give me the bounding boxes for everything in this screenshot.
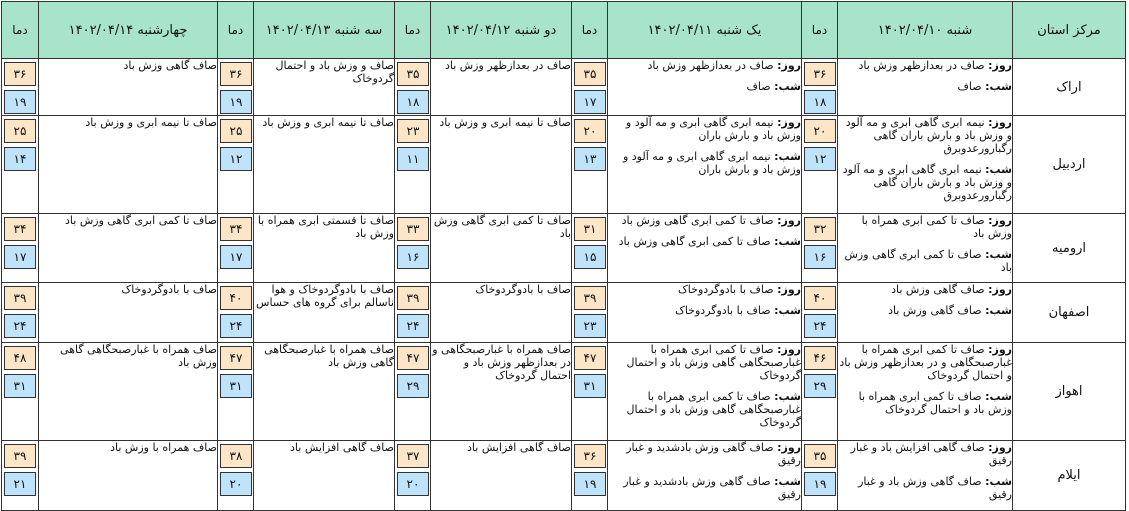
day-label: روز: (988, 441, 1012, 454)
min-temp: ۱۹ (804, 472, 836, 496)
day-label: روز: (777, 214, 801, 227)
max-temp: ۳۴ (220, 217, 252, 241)
day-night-forecast (838, 214, 1013, 283)
day-text: صاف گاهی وزش بادشدید و غبار رقیق (626, 441, 801, 467)
night-forecast (608, 235, 801, 248)
day-text: صاف در بعدازظهر وزش باد (858, 59, 985, 72)
min-temp: ۱۹ (574, 472, 606, 496)
max-temp: ۴۷ (397, 346, 429, 370)
day-night-forecast (608, 59, 802, 116)
day-label: روز: (777, 59, 801, 72)
min-temp: ۱۸ (397, 90, 429, 114)
max-temp: ۴۰ (804, 286, 836, 310)
min-temp: ۱۳ (574, 147, 606, 171)
day-label: روز: (777, 343, 801, 356)
night-text: صاف با بادوگردوخاک (674, 304, 771, 317)
forecast-text: صاف تا قسمتی ابری همراه با وزش باد (254, 214, 395, 283)
min-temp: ۱۶ (804, 245, 836, 269)
forecast-text: صاف گاهی افزایش باد (431, 441, 572, 511)
day-label: روز: (988, 283, 1012, 296)
city-name: ایلام (1013, 441, 1126, 511)
day-night-forecast (608, 214, 802, 283)
max-temp: ۴۷ (220, 346, 252, 370)
day-text: صاف گاهی افزایش باد و غبار رقیق (850, 441, 1012, 467)
night-text: صاف تا کمی ابری گاهی وزش باد (618, 235, 771, 248)
night-label: شب: (774, 390, 801, 403)
min-temp: ۱۷ (4, 245, 36, 269)
temp-cell (218, 116, 254, 214)
night-forecast (608, 80, 801, 93)
temp-cell (395, 214, 431, 283)
day-forecast (608, 283, 801, 296)
min-temp: ۲۰ (397, 472, 429, 496)
max-temp: ۳۶ (220, 62, 252, 86)
forecast-text: صاف با بادوگردوخاک (39, 283, 218, 343)
night-text: صاف تا کمی ابری گاهی وزش باد (844, 248, 1012, 274)
city-name: ارومیه (1013, 214, 1126, 283)
day-night-forecast (838, 59, 1013, 116)
city-row (2, 116, 1126, 214)
temp-cell (2, 343, 39, 441)
forecast-text: صاف تا نیمه ابری و وزش باد (39, 116, 218, 214)
day-text: صاف تا کمی ابری همراه با غبارصبحگاهی گاهی وزش باد و احتمال گردوخاک (626, 343, 801, 382)
day-text: صاف تا کمی ابری گاهی وزش باد (621, 214, 774, 227)
max-temp: ۳۶ (804, 62, 836, 86)
day-forecast (608, 343, 801, 382)
day-night-forecast (838, 116, 1013, 214)
day-label: روز: (988, 59, 1012, 72)
temp-cell (802, 59, 838, 116)
temp-cell (2, 441, 39, 511)
day-text: صاف تا کمی ابری همراه با وزش باد (861, 214, 1012, 240)
temp-cell (572, 441, 608, 511)
day-forecast (838, 283, 1012, 296)
temp-cell (395, 283, 431, 343)
max-temp: ۲۵ (4, 119, 36, 143)
forecast-text: صاف تا کمی ابری گاهی وزش باد (39, 214, 218, 283)
day-night-forecast (608, 116, 802, 214)
day-text: نیمه ابری گاهی ابری و مه آلود و وزش باد و بارش باران گاهی رگبارورعدوبرق (845, 116, 1012, 155)
temp-cell (395, 59, 431, 116)
night-label: شب: (774, 235, 801, 248)
max-temp: ۳۵ (397, 62, 429, 86)
max-temp: ۳۶ (4, 62, 36, 86)
max-temp: ۳۹ (574, 286, 606, 310)
forecast-text: صاف با بادوگردوخاک و هوا ناسالم برای گروه های حساس (254, 283, 395, 343)
night-forecast (838, 248, 1012, 274)
min-temp: ۲۴ (397, 314, 429, 338)
max-temp: ۳۸ (220, 444, 252, 468)
night-label: شب: (985, 475, 1012, 488)
day-header: شنبه ۱۴۰۲/۰۴/۱۰ (838, 2, 1013, 59)
max-temp: ۳۴ (4, 217, 36, 241)
header-row (2, 2, 1126, 59)
max-temp: ۳۲ (804, 217, 836, 241)
night-label: شب: (985, 304, 1012, 317)
forecast-text: صاف در بعدازظهر وزش باد (431, 59, 572, 116)
day-label: روز: (988, 116, 1012, 129)
temp-cell (2, 59, 39, 116)
night-label: شب: (985, 163, 1012, 176)
min-temp: ۱۸ (804, 90, 836, 114)
forecast-text: صاف تا نیمه ابری و وزش باد (431, 116, 572, 214)
temp-cell (802, 214, 838, 283)
day-night-forecast (838, 343, 1013, 441)
night-label: شب: (985, 390, 1012, 403)
min-temp: ۲۱ (4, 472, 36, 496)
day-forecast (838, 116, 1012, 155)
day-label: روز: (777, 116, 801, 129)
min-temp: ۱۷ (220, 245, 252, 269)
temp-cell (802, 441, 838, 511)
day-forecast (838, 343, 1012, 382)
night-text: صاف (957, 80, 982, 93)
day-forecast (838, 214, 1012, 240)
night-forecast (838, 304, 1012, 317)
city-row (2, 214, 1126, 283)
day-text: صاف تا کمی ابری همراه با غبارصبحگاهی و در بعدازظهر وزش باد و احتمال گردوخاک (839, 343, 1012, 382)
day-forecast (608, 59, 801, 72)
night-text: نیمه ابری گاهی ابری و مه آلود و وزش باد و بارش باران (622, 150, 801, 176)
forecast-text: صاف همراه با غبارصبحگاهی گاهی وزش باد (39, 343, 218, 441)
temp-cell (802, 116, 838, 214)
city-row (2, 343, 1126, 441)
night-forecast (608, 150, 801, 176)
temp-cell (2, 283, 39, 343)
min-temp: ۲۴ (4, 314, 36, 338)
day-text: نیمه ابری گاهی ابری و مه آلود و وزش باد و بارش باران (625, 116, 801, 142)
city-row (2, 283, 1126, 343)
night-label: شب: (985, 248, 1012, 261)
min-temp: ۱۶ (397, 245, 429, 269)
city-row (2, 59, 1126, 116)
night-text: نیمه ابری گاهی ابری و مه آلود و وزش باد و بارش باران گاهی رگبارورعدوبرق (842, 163, 1012, 202)
day-header: یک شنبه ۱۴۰۲/۰۴/۱۱ (608, 2, 802, 59)
temp-cell (218, 283, 254, 343)
min-temp: ۲۰ (220, 472, 252, 496)
max-temp: ۳۳ (397, 217, 429, 241)
night-label: شب: (774, 304, 801, 317)
night-forecast (838, 475, 1012, 501)
forecast-text: صاف همراه با غبارصبحگاهی و در بعدازظهر وزش باد و احتمال گردوخاک (431, 343, 572, 441)
night-text: صاف تا کمی ابری همراه با وزش باد و احتمال گردوخاک (858, 390, 1012, 416)
forecast-text: صاف تا کمی ابری گاهی وزش باد (431, 214, 572, 283)
city-row (2, 441, 1126, 511)
day-forecast (838, 441, 1012, 467)
night-forecast (838, 163, 1012, 202)
min-temp: ۳۱ (220, 374, 252, 398)
day-forecast (608, 116, 801, 142)
temp-cell (395, 116, 431, 214)
forecast-text: صاف گاهی وزش باد (39, 59, 218, 116)
city-header: مرکز استان (1013, 2, 1126, 59)
day-night-forecast (838, 283, 1013, 343)
max-temp: ۳۵ (804, 444, 836, 468)
day-label: روز: (777, 441, 801, 454)
forecast-text: صاف همراه با غبارصبحگاهی گاهی وزش باد (254, 343, 395, 441)
max-temp: ۲۰ (804, 119, 836, 143)
forecast-text: صاف با بادوگردوخاک (431, 283, 572, 343)
max-temp: ۳۵ (574, 62, 606, 86)
night-forecast (838, 390, 1012, 416)
min-temp: ۱۷ (574, 90, 606, 114)
day-text: صاف در بعدازظهر وزش باد (647, 59, 774, 72)
temp-cell (2, 116, 39, 214)
max-temp: ۴۶ (804, 346, 836, 370)
temp-cell (572, 59, 608, 116)
min-temp: ۲۹ (397, 374, 429, 398)
max-temp: ۳۷ (397, 444, 429, 468)
max-temp: ۲۵ (220, 119, 252, 143)
temp-header: دما (218, 2, 254, 59)
min-temp: ۲۳ (574, 314, 606, 338)
night-text: صاف گاهی وزش باد (888, 304, 982, 317)
temp-header: دما (802, 2, 838, 59)
min-temp: ۲۹ (804, 374, 836, 398)
night-forecast (608, 390, 801, 429)
temp-header: دما (572, 2, 608, 59)
max-temp: ۳۶ (574, 444, 606, 468)
max-temp: ۴۷ (574, 346, 606, 370)
day-header: چهارشنبه ۱۴۰۲/۰۴/۱۴ (39, 2, 218, 59)
day-label: روز: (777, 283, 801, 296)
night-label: شب: (774, 80, 801, 93)
day-forecast (608, 441, 801, 467)
day-night-forecast (608, 283, 802, 343)
temp-cell (572, 214, 608, 283)
city-name: اهواز (1013, 343, 1126, 441)
max-temp: ۲۳ (397, 119, 429, 143)
day-header: دو شنبه ۱۴۰۲/۰۴/۱۲ (431, 2, 572, 59)
temp-header: دما (395, 2, 431, 59)
night-label: شب: (774, 150, 801, 163)
min-temp: ۱۹ (220, 90, 252, 114)
temp-cell (218, 214, 254, 283)
night-text: صاف تا کمی ابری همراه با غبارصبحگاهی گاهی وزش باد و احتمال گردوخاک (626, 390, 801, 429)
min-temp: ۲۴ (804, 314, 836, 338)
temp-cell (572, 283, 608, 343)
min-temp: ۱۲ (220, 147, 252, 171)
temp-header: دما (2, 2, 39, 59)
max-temp: ۴۸ (4, 346, 36, 370)
max-temp: ۳۹ (397, 286, 429, 310)
min-temp: ۳۱ (4, 374, 36, 398)
temp-cell (395, 343, 431, 441)
min-temp: ۱۴ (4, 147, 36, 171)
night-label: شب: (985, 80, 1012, 93)
day-label: روز: (988, 214, 1012, 227)
night-forecast (608, 304, 801, 317)
temp-cell (2, 214, 39, 283)
forecast-text: صاف گاهی افزایش باد (254, 441, 395, 511)
night-text: صاف گاهی وزش باد و غبار رقیق (858, 475, 1012, 501)
min-temp: ۱۵ (574, 245, 606, 269)
temp-cell (395, 441, 431, 511)
day-header: سه شنبه ۱۴۰۲/۰۴/۱۳ (254, 2, 395, 59)
max-temp: ۳۹ (4, 444, 36, 468)
night-text: صاف (746, 80, 771, 93)
day-night-forecast (608, 343, 802, 441)
min-temp: ۱۲ (804, 147, 836, 171)
city-name: اردبیل (1013, 116, 1126, 214)
city-name: اصفهان (1013, 283, 1126, 343)
city-name: اراک (1013, 59, 1126, 116)
day-text: صاف گاهی وزش باد (891, 283, 985, 296)
max-temp: ۲۰ (574, 119, 606, 143)
temp-cell (218, 343, 254, 441)
forecast-text: صاف و وزش باد و احتمال گردوخاک (254, 59, 395, 116)
temp-cell (572, 343, 608, 441)
night-text: صاف گاهی وزش بادشدید و غبار رقیق (623, 475, 801, 501)
temp-cell (218, 441, 254, 511)
min-temp: ۱۹ (4, 90, 36, 114)
day-forecast (608, 214, 801, 227)
night-label: شب: (774, 475, 801, 488)
max-temp: ۳۹ (4, 286, 36, 310)
day-night-forecast (838, 441, 1013, 511)
max-temp: ۴۰ (220, 286, 252, 310)
temp-cell (218, 59, 254, 116)
day-label: روز: (988, 343, 1012, 356)
day-night-forecast (608, 441, 802, 511)
forecast-table (1, 1, 1126, 511)
min-temp: ۱۱ (397, 147, 429, 171)
max-temp: ۳۱ (574, 217, 606, 241)
day-text: صاف با بادوگردوخاک (677, 283, 774, 296)
min-temp: ۳۱ (574, 374, 606, 398)
day-forecast (838, 59, 1012, 72)
temp-cell (572, 116, 608, 214)
forecast-text: صاف تا نیمه ابری و وزش باد (254, 116, 395, 214)
forecast-text: صاف همراه با وزش باد (39, 441, 218, 511)
min-temp: ۲۴ (220, 314, 252, 338)
temp-cell (802, 283, 838, 343)
night-forecast (838, 80, 1012, 93)
temp-cell (802, 343, 838, 441)
night-forecast (608, 475, 801, 501)
